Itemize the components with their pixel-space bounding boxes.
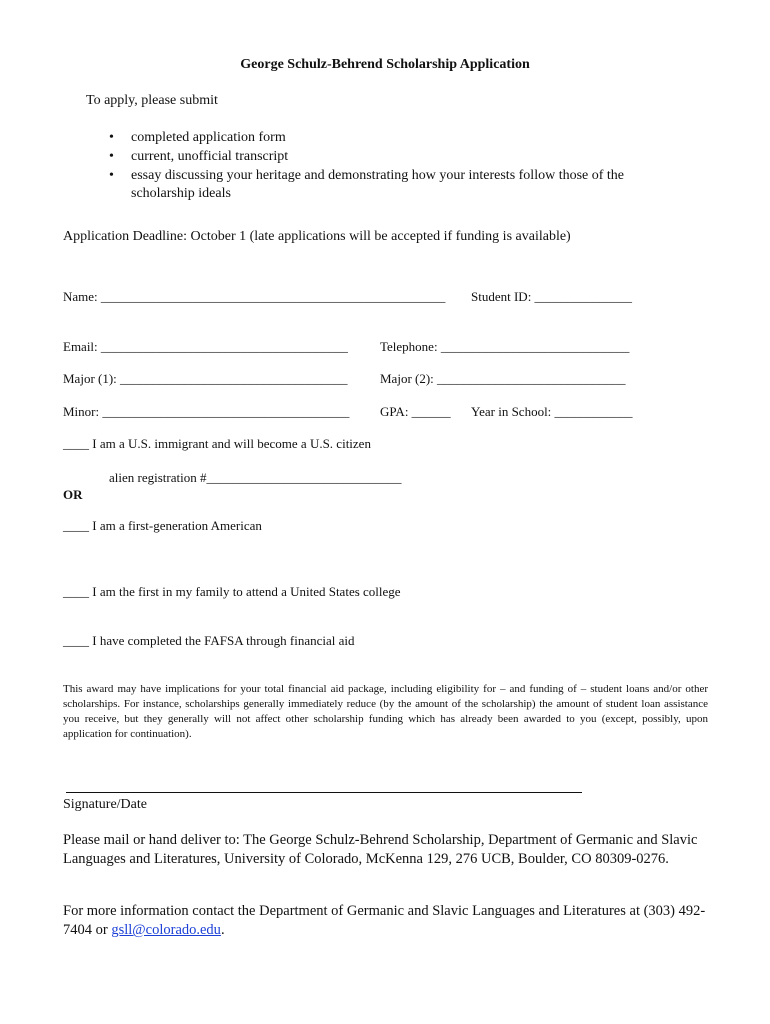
fafsa-checkline[interactable]: ____ I have completed the FAFSA through financial aid [63, 633, 355, 648]
mailing-address-text: Please mail or hand deliver to: The George Schulz-Behrend Scholarship, Department of Germanic and Slavic Languages and Literatures, University of Colorado, McKenna 129, 276 UCB, Boulder, CO 80309-0276. [63, 832, 698, 867]
contact-info-text [63, 902, 713, 940]
student-id-field[interactable]: Student ID: _______________ [471, 289, 633, 304]
minor-field[interactable]: Minor: ______________________________________ [63, 404, 350, 419]
or-label: OR [63, 487, 83, 502]
signature-label: Signature/Date [63, 797, 147, 812]
major1-field[interactable]: Major (1): ___________________________________ [63, 371, 348, 386]
deadline-text: Application Deadline: October 1 (late applications will be accepted if funding is available) [63, 229, 571, 244]
contact-info-suffix: . [220, 922, 225, 938]
list-item [109, 149, 289, 165]
year-in-school-field[interactable]: Year in School: ____________ [471, 404, 633, 419]
financial-aid-disclaimer: This award may have implications for your total financial aid package, including eligibility for – and funding of – student loans and/or other scholarships. For instance, scholarships generally immediately reduce (by the amount of the scholarship) the amount of student loan assistance you receive, but they generally will not affect other scholarship funding which has already been awarded to you (except, possibly, upon application for continuation). [63, 683, 708, 740]
telephone-field[interactable]: Telephone: _____________________________ [380, 339, 630, 354]
signature-line[interactable] [66, 792, 582, 793]
list-item-label: essay discussing your heritage and demonstrating how your interests follow those of the [131, 168, 625, 183]
bullet-icon: • [109, 130, 114, 145]
list-item [109, 130, 286, 146]
name-field[interactable]: Name: _____________________________________________________ [63, 289, 446, 304]
email-field[interactable]: Email: ______________________________________ [63, 339, 348, 354]
list-item-label: completed application form [131, 130, 286, 145]
list-item-label: current, unofficial transcript [131, 149, 289, 164]
major2-field[interactable]: Major (2): _____________________________ [380, 371, 626, 386]
gpa-field[interactable]: GPA: ______ [380, 404, 451, 419]
list-item-continuation: scholarship ideals [131, 186, 231, 201]
first-college-checkline[interactable]: ____ I am the first in my family to attend a United States college [63, 584, 401, 599]
bullet-icon: • [109, 149, 114, 164]
list-item [109, 168, 625, 184]
alien-registration-field[interactable]: alien registration #______________________________ [109, 470, 402, 485]
first-generation-checkline[interactable]: ____ I am a first-generation American [63, 518, 262, 533]
immigrant-checkline[interactable]: ____ I am a U.S. immigrant and will become a U.S. citizen [63, 436, 371, 451]
bullet-icon: • [109, 168, 114, 183]
intro-text: To apply, please submit [86, 93, 218, 108]
contact-email-link[interactable]: gsll@colorado.edu [111, 922, 221, 938]
page-title: George Schulz-Behrend Scholarship Application [240, 57, 530, 72]
contact-info-prefix: For more information contact the Department of Germanic and Slavic Languages and Literatures at (303) 492-7404 or [63, 903, 706, 938]
